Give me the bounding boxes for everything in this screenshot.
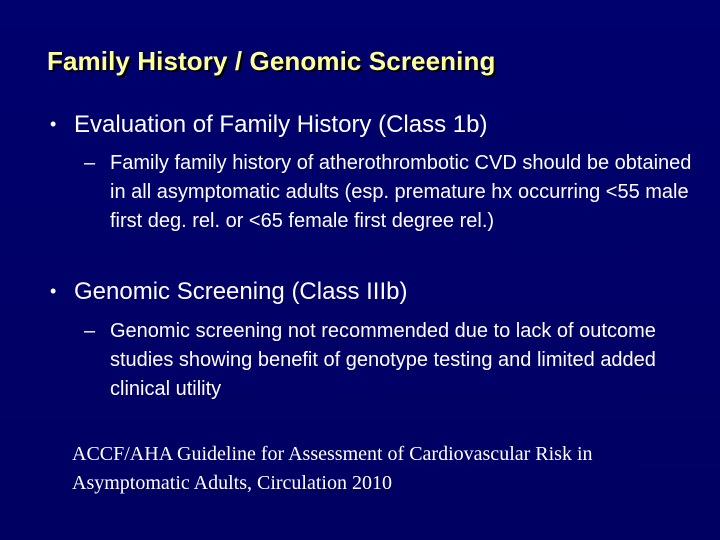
- bullet-item: [50, 110, 487, 139]
- bullet-item: [50, 277, 407, 306]
- sub-bullet-text: Family family history of atherothrombotic CVD should be obtained in all asymptomatic adults (esp. premature hx occurring <55 male first deg. rel. or <65 female first degree rel.): [110, 152, 692, 232]
- sub-bullet-text: Genomic screening not recommended due to lack of outcome studies showing benefit of genotype testing and limited added clinical utility: [110, 320, 656, 400]
- bullet-glyph: •: [50, 281, 57, 301]
- bullet-glyph: •: [50, 114, 57, 134]
- citation: ACCF/AHA Guideline for Assessment of Cardiovascular Risk in Asymptomatic Adults, Circulation 2010: [72, 443, 593, 494]
- sub-bullet-item: [84, 317, 704, 404]
- dash-glyph: –: [84, 152, 96, 174]
- slide-title: Family History / Genomic Screening: [47, 46, 496, 76]
- sub-bullet-item: [84, 149, 704, 236]
- bullet-label: Genomic Screening (Class IIIb): [74, 278, 408, 305]
- bullet-label: Evaluation of Family History (Class 1b): [74, 111, 488, 138]
- dash-glyph: –: [84, 320, 96, 342]
